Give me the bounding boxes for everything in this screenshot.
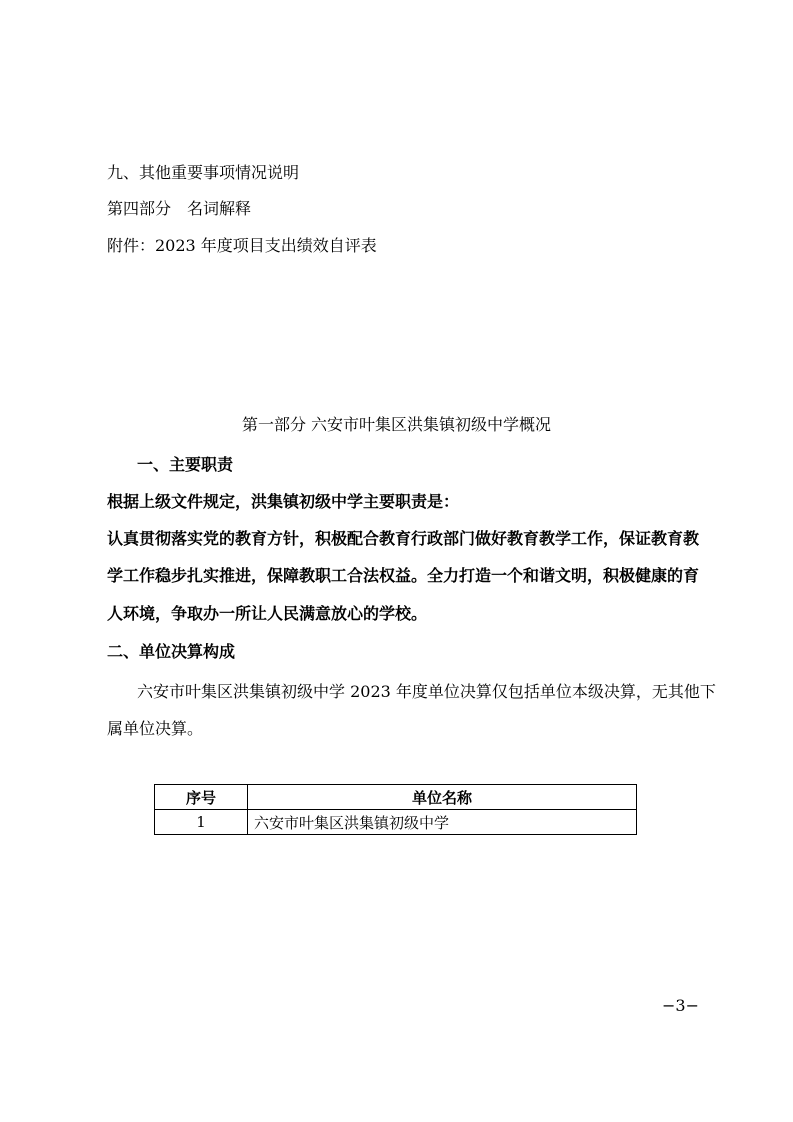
unit-table [154,784,637,835]
header-index: 序号 [155,785,248,810]
table-header-row [155,785,637,810]
section2-line-1: 六安市叶集区洪集镇初级中学 2023 年度单位决算仅包括单位本级决算，无其他下 [137,682,716,701]
toc-attachment: 附件：2023 年度项目支出绩效自评表 [107,236,377,255]
table-row [155,810,637,835]
section1-line-2: 学工作稳步扎实推进，保障教职工合法权益。全力打造一个和谐文明，积极健康的育 [107,566,700,585]
section1-line-3: 人环境，争取办一所让人民满意放心的学校。 [107,604,428,623]
page-number: −3− [662,996,699,1015]
section2-line-2: 属单位决算。 [107,719,204,738]
section1-intro: 根据上级文件规定，洪集镇初级中学主要职责是： [107,492,460,511]
cell-index: 1 [155,810,248,835]
section1-line-1: 认真贯彻落实党的教育方针，积极配合教育行政部门做好教育教学工作，保证教育教 [107,529,700,548]
cell-unit-name: 六安市叶集区洪集镇初级中学 [248,810,637,835]
section1-heading: 一、主要职责 [137,455,234,474]
part1-title: 第一部分 六安市叶集区洪集镇初级中学概况 [241,415,552,434]
toc-item-9: 九、其他重要事项情况说明 [107,163,300,182]
section2-heading: 二、单位决算构成 [107,642,236,661]
toc-part-4: 第四部分 名词解释 [107,199,252,218]
header-unit-name: 单位名称 [248,785,637,810]
